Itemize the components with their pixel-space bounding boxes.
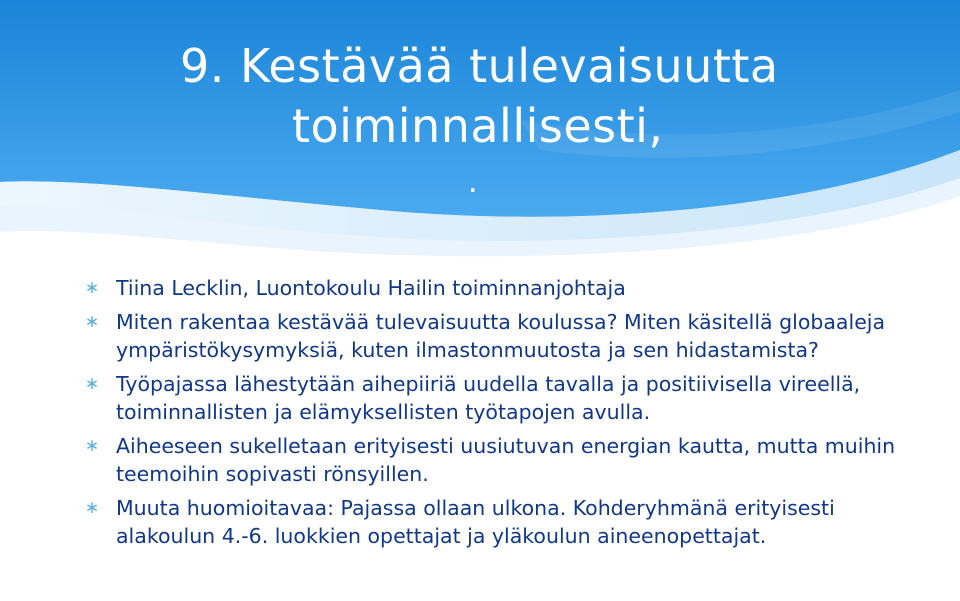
slide-title-line-2: toiminnallisesti, xyxy=(292,99,664,153)
bullet-item xyxy=(82,274,932,302)
asterisk-icon: ∗ xyxy=(84,436,100,456)
bullet-item xyxy=(82,432,932,488)
slide-title xyxy=(180,36,880,156)
bullet-text: Miten rakentaa kestävää tulevaisuutta koulussa? Miten käsitellä globaaleja ympäristökysymyksiä, kuten ilmastonmuutosta ja sen hidastamista? xyxy=(116,310,886,362)
slide-title-dot: . xyxy=(468,165,478,200)
bullet-list xyxy=(82,274,932,556)
asterisk-icon: ∗ xyxy=(84,498,100,518)
bullet-text: Aiheeseen sukelletaan erityisesti uusiutuvan energian kautta, mutta muihin teemoihin sopivasti rönsyillen. xyxy=(116,434,896,486)
bullet-text: Tiina Lecklin, Luontokoulu Hailin toiminnanjohtaja xyxy=(116,276,626,300)
slide-title-line-1: 9. Kestävää tulevaisuutta xyxy=(180,39,779,93)
bullet-item xyxy=(82,370,932,426)
bullet-item xyxy=(82,494,932,550)
bullet-item xyxy=(82,308,932,364)
bullet-text: Työpajassa lähestytään aihepiiriä uudella tavalla ja positiivisella vireellä, toiminnallisten ja elämyksellisten työtapojen avulla. xyxy=(116,372,861,424)
asterisk-icon: ∗ xyxy=(84,312,100,332)
asterisk-icon: ∗ xyxy=(84,278,100,298)
asterisk-icon: ∗ xyxy=(84,374,100,394)
bullet-text: Muuta huomioitavaa: Pajassa ollaan ulkona. Kohderyhmänä erityisesti alakoulun 4.-6. luokkien opettajat ja yläkoulun aineenopettajat. xyxy=(116,496,835,548)
